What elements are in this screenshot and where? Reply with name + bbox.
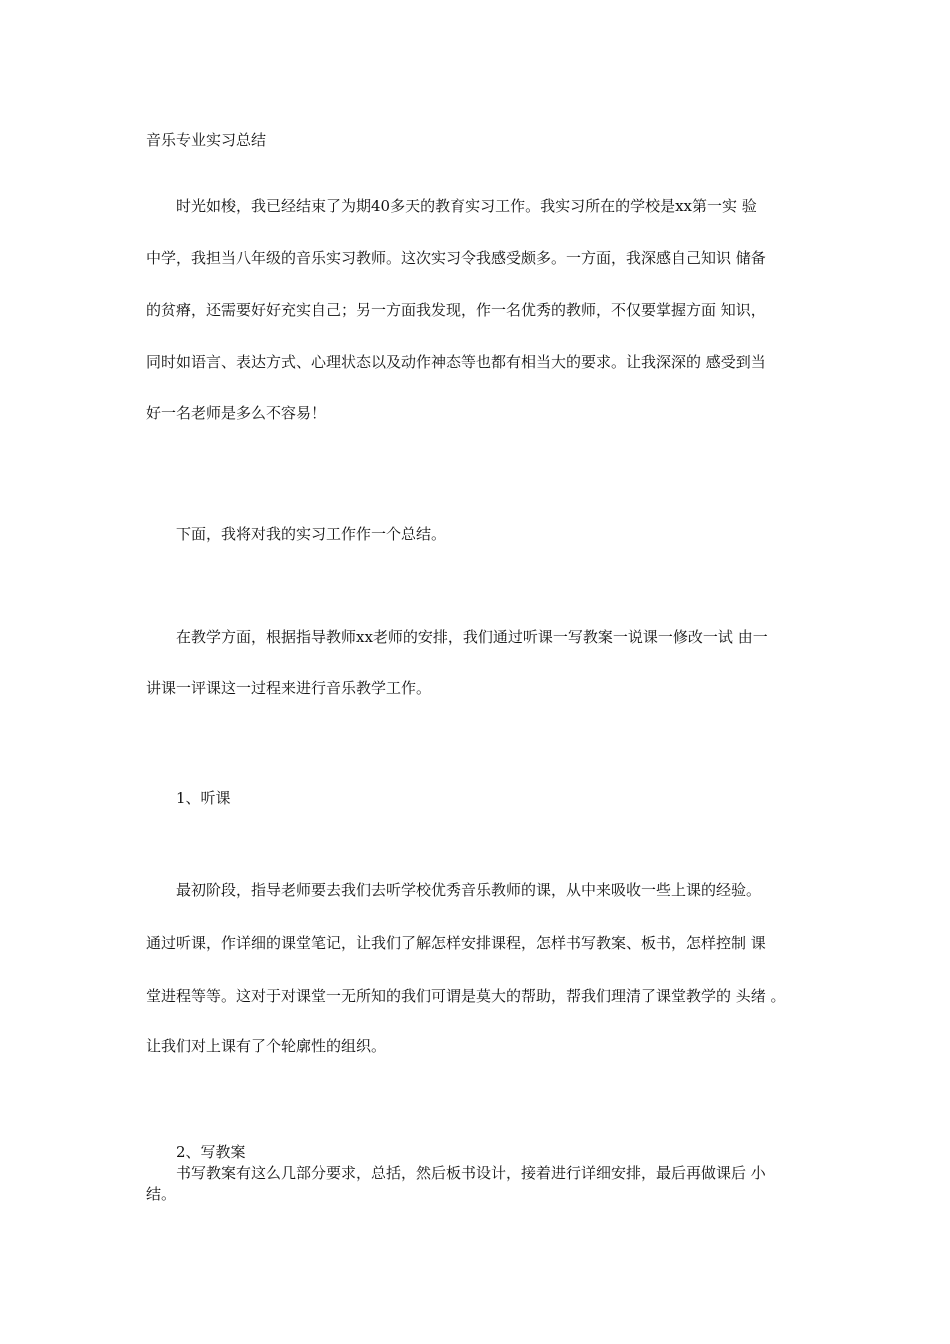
paragraph-line: 通过听课，作详细的课堂笔记，让我们了解怎样安排课程，怎样书写教案、板书，怎样控制 课 xyxy=(146,934,766,952)
paragraph-line: 时光如梭，我已经结束了为期40多天的教育实习工作。我实习所在的学校是xx第一实 验 xyxy=(176,197,757,215)
paragraph-line: 好一名老师是多么不容易！ xyxy=(146,404,327,422)
paragraph-line: 堂进程等等。这对于对课堂一无所知的我们可谓是莫大的帮助，帮我们理清了课堂教学的 头绪 。 xyxy=(146,987,786,1005)
section-heading-lesson-plan: 2、写教案 xyxy=(176,1143,246,1161)
paragraph-line: 在教学方面，根据指导教师xx老师的安排，我们通过听课一写教案一说课一修改一试 由一 xyxy=(176,628,768,646)
section-heading-listening: 1、听课 xyxy=(176,789,231,807)
paragraph-line: 让我们对上课有了个轮廓性的组织。 xyxy=(146,1037,387,1055)
paragraph-line: 中学，我担当八年级的音乐实习教师。这次实习令我感受颇多。一方面，我深感自己知识 储备 xyxy=(146,249,766,267)
paragraph-line: 书写教案有这么几部分要求，总括，然后板书设计，接着进行详细安排，最后再做课后 小 xyxy=(176,1164,766,1182)
paragraph-line: 同时如语言、表达方式、心理状态以及动作神态等也都有相当大的要求。让我深深的 感受到当 xyxy=(146,353,766,371)
paragraph-line: 的贫瘠，还需要好好充实自己；另一方面我发现，作一名优秀的教师，不仅要掌握方面 知识， xyxy=(146,301,766,319)
paragraph-line: 讲课一评课这一过程来进行音乐教学工作。 xyxy=(146,679,432,697)
paragraph-line: 结。 xyxy=(146,1185,177,1203)
document-title: 音乐专业实习总结 xyxy=(146,131,267,149)
paragraph-line: 最初阶段，指导老师要去我们去听学校优秀音乐教师的课，从中来吸收一些上课的经验。 xyxy=(176,881,762,899)
paragraph-line: 下面，我将对我的实习工作作一个总结。 xyxy=(176,525,447,543)
